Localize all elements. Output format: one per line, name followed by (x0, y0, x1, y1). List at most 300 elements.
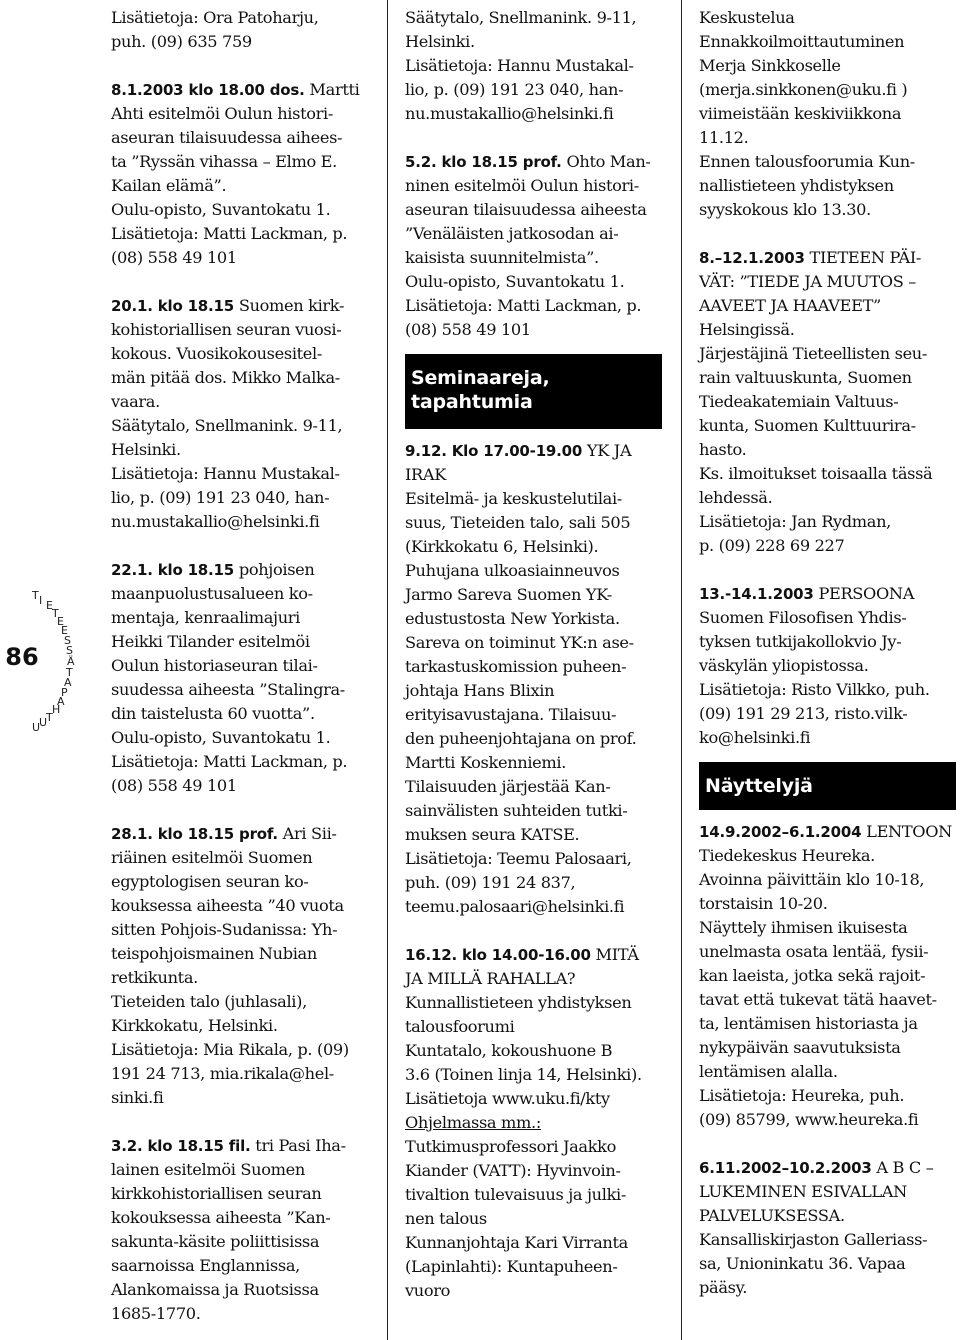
body-text: kokouksessa aiheesta ”Kan- (111, 1208, 331, 1227)
body-text: kokous. Vuosikokousesitel- (111, 344, 322, 363)
text-line (111, 822, 373, 846)
text-line (405, 991, 667, 1015)
text-line (405, 703, 667, 727)
body-text: pääsy. (699, 1278, 748, 1297)
body-text: PERSOONA (813, 584, 915, 603)
body-text: Esitelmä- ja keskustelutilai- (405, 489, 622, 508)
text-line (405, 679, 667, 703)
body-text: Lisätietoja: Matti Lackman, p. (111, 752, 348, 771)
body-text: ta, lentämisen historiasta ja (699, 1014, 918, 1033)
body-text: Oulun historiaseuran tilai- (111, 656, 318, 675)
event-date: 13.-14.1.2003 (699, 585, 814, 603)
section-title-letter: Ä (67, 655, 75, 668)
text-line (111, 1230, 373, 1254)
text-line (111, 1182, 373, 1206)
section-title-letter: S (64, 634, 71, 647)
text-line (111, 198, 373, 222)
section-heading-exhibitions (699, 762, 956, 810)
body-text: Suomen Filosofisen Yhdis- (699, 608, 907, 627)
text-line (111, 558, 373, 582)
event-date: 8.1.2003 klo 18.00 dos. (111, 81, 305, 99)
body-text: lio, p. (09) 191 23 040, han- (405, 80, 624, 99)
body-text: unelmasta osata lentää, fysii- (699, 942, 929, 961)
text-line (111, 486, 373, 510)
body-text: Säätytalo, Snellmanink. 9-11, (111, 416, 343, 435)
section-heading-line: tapahtumia (411, 391, 533, 413)
body-text: 1685-1770. (111, 1304, 201, 1323)
section-title-letter: T (66, 666, 73, 679)
text-line (699, 222, 957, 246)
text-line (699, 844, 957, 868)
text-line (405, 150, 667, 174)
body-text: Heikki Tilander esitelmöi (111, 632, 310, 651)
text-line (699, 150, 957, 174)
body-text: edustustosta New Yorkista. (405, 609, 620, 628)
body-text: Oulu-opisto, Suvantokatu 1. (111, 728, 331, 747)
body-text: retkikunta. (111, 968, 198, 987)
column-3-bottom (699, 820, 957, 1300)
body-text: ta ”Ryssän vihassa – Elmo E. (111, 152, 337, 171)
text-line (405, 78, 667, 102)
body-text: lainen esitelmöi Suomen (111, 1160, 305, 1179)
body-text: kunta, Suomen Kulttuurira- (699, 416, 916, 435)
body-text: ”Venäläisten jatkosodan ai- (405, 224, 619, 243)
event-date: 5.2. klo 18.15 prof. (405, 153, 562, 171)
text-line (405, 607, 667, 631)
text-line (111, 678, 373, 702)
body-text: Oulu-opisto, Suvantokatu 1. (111, 200, 331, 219)
text-line (405, 871, 667, 895)
body-text: väskylän yliopistossa. (699, 656, 869, 675)
body-text: kirkkohistoriallisen seuran (111, 1184, 322, 1203)
text-line (699, 1156, 957, 1180)
text-line (699, 198, 957, 222)
text-line (405, 1111, 667, 1135)
body-text: suudessa aiheesta ”Stalingra- (111, 680, 345, 699)
text-line (405, 30, 667, 54)
text-line (699, 678, 957, 702)
body-text: Kailan elämä”. (111, 176, 227, 195)
section-title-letter: T (46, 711, 53, 724)
body-text: viimeistään keskiviikkona (699, 104, 902, 123)
body-text: LUKEMINEN ESIVALLAN (699, 1182, 907, 1201)
column-2-bottom (405, 439, 667, 1303)
body-text: Kansalliskirjaston Galleriass- (699, 1230, 928, 1249)
text-line (699, 916, 957, 940)
text-line (405, 727, 667, 751)
body-text: nen talous (405, 1209, 487, 1228)
body-text: (09) 85799, www.heureka.fi (699, 1110, 919, 1129)
text-line (405, 54, 667, 78)
body-text: Helsinki. (111, 440, 181, 459)
text-line (111, 270, 373, 294)
text-line (111, 150, 373, 174)
body-text: nallistieteen yhdistyksen (699, 176, 894, 195)
event-date: 6.11.2002–10.2.2003 (699, 1159, 872, 1177)
text-line (699, 1252, 957, 1276)
section-title-letter: T (52, 607, 59, 620)
body-text: puh. (09) 191 24 837, (405, 873, 576, 892)
body-text: egyptologisen seuran ko- (111, 872, 309, 891)
body-text: tyksen tutkijakollokvio Jy- (699, 632, 902, 651)
text-line (111, 78, 373, 102)
text-line (699, 606, 957, 630)
body-text: Helsingissä. (699, 320, 795, 339)
body-text: Lisätietoja: Matti Lackman, p. (405, 296, 642, 315)
text-line (405, 439, 667, 463)
body-text: aseuran tilaisuudessa aiheesta (405, 200, 647, 219)
body-text: Suomen kirk- (234, 296, 345, 315)
text-line (405, 270, 667, 294)
body-text: (merja.sinkkonen@uku.fi ) (699, 80, 908, 99)
text-line (111, 534, 373, 558)
text-line (111, 918, 373, 942)
text-line (111, 1206, 373, 1230)
event-date: 22.1. klo 18.15 (111, 561, 235, 579)
body-text: maanpuolustusalueen ko- (111, 584, 313, 603)
text-line (699, 1060, 957, 1084)
text-line (111, 462, 373, 486)
body-text: Alankomaissa ja Ruotsissa (111, 1280, 319, 1299)
body-text: Lisätietoja: Heureka, puh. (699, 1086, 905, 1105)
text-line (699, 342, 957, 366)
body-text: Sareva on toiminut YK:n ase- (405, 633, 634, 652)
body-text: Lisätietoja: Teemu Palosaari, (405, 849, 632, 868)
text-line (111, 630, 373, 654)
section-title-letter: S (66, 644, 73, 657)
body-text: kan laeista, jotka sekä rajoit- (699, 966, 926, 985)
body-text: lio, p. (09) 191 23 040, han- (111, 488, 330, 507)
body-text: (08) 558 49 101 (405, 320, 531, 339)
text-line (405, 487, 667, 511)
text-line (405, 102, 667, 126)
body-text: Ohto Man- (561, 152, 651, 171)
text-line (699, 820, 957, 844)
body-text: teemu.palosaari@helsinki.fi (405, 897, 625, 916)
text-line (111, 174, 373, 198)
body-text: vaara. (111, 392, 160, 411)
text-line (405, 1255, 667, 1279)
text-line (405, 943, 667, 967)
body-text: talousfoorumi (405, 1017, 515, 1036)
section-heading-seminars (405, 354, 662, 429)
text-line (405, 511, 667, 535)
text-line (111, 222, 373, 246)
body-text: Kunnanjohtaja Kari Virranta (405, 1233, 628, 1252)
text-line (111, 846, 373, 870)
text-line (699, 270, 957, 294)
text-line (699, 318, 957, 342)
text-line (111, 126, 373, 150)
text-line (699, 30, 957, 54)
text-line (405, 1207, 667, 1231)
section-title-letter: T (32, 589, 39, 602)
section-title-letter: H (52, 703, 61, 716)
body-text: aseuran tilaisuudessa aihees- (111, 128, 343, 147)
body-text: Järjestäjinä Tieteellisten seu- (699, 344, 928, 363)
text-line (111, 654, 373, 678)
body-text: kaisista suunnitelmista”. (405, 248, 599, 267)
text-line (111, 582, 373, 606)
body-text: 11.12. (699, 128, 749, 147)
text-line (111, 342, 373, 366)
text-line (699, 390, 957, 414)
text-line (405, 463, 667, 487)
body-text: puh. (09) 635 759 (111, 32, 252, 51)
section-title-letter: A (57, 695, 65, 708)
body-text: tarkastuskomission puheen- (405, 657, 627, 676)
body-text: sitten Pohjois-Sudanissa: Yh- (111, 920, 338, 939)
text-line (405, 246, 667, 270)
text-line (699, 102, 957, 126)
event-date: 9.12. Klo 17.00-19.00 (405, 442, 583, 460)
text-line (699, 534, 957, 558)
body-text: IRAK (405, 465, 446, 484)
text-line (405, 631, 667, 655)
text-line (405, 895, 667, 919)
text-line (111, 1134, 373, 1158)
section-title-letter: E (57, 615, 64, 628)
section-heading-line: Näyttelyjä (705, 775, 813, 797)
text-line (111, 702, 373, 726)
body-text: JA MILLÄ RAHALLA? (405, 969, 576, 988)
text-line (111, 366, 373, 390)
body-text: Lisätietoja www.uku.fi/kty (405, 1089, 610, 1108)
body-text: den puheenjohtajana on prof. (405, 729, 637, 748)
section-title-letter: P (61, 686, 68, 699)
body-text: sa, Unioninkatu 36. Vapaa (699, 1254, 906, 1273)
text-line (405, 294, 667, 318)
section-title-letter: U (32, 721, 41, 734)
body-text: nykypäivän saavutuksista (699, 1038, 901, 1057)
body-text: lehdessä. (699, 488, 773, 507)
text-line (111, 390, 373, 414)
body-text: (09) 191 29 213, risto.vilk- (699, 704, 908, 723)
text-line (111, 750, 373, 774)
body-text: YK JA (582, 441, 632, 460)
text-line (405, 198, 667, 222)
text-line (111, 1014, 373, 1038)
body-text: sinki.fi (111, 1088, 164, 1107)
body-text: hasto. (699, 440, 747, 459)
text-line (405, 583, 667, 607)
text-line (699, 78, 957, 102)
text-line (405, 1231, 667, 1255)
body-text: din taistelusta 60 vuotta”. (111, 704, 315, 723)
event-date: 20.1. klo 18.15 (111, 297, 235, 315)
text-line (699, 366, 957, 390)
text-line (111, 294, 373, 318)
section-title-letter: U (39, 716, 48, 729)
text-line (699, 702, 957, 726)
text-line (405, 1159, 667, 1183)
text-line (111, 1110, 373, 1134)
text-line (405, 775, 667, 799)
text-line (405, 847, 667, 871)
body-text: mentaja, kenraalimajuri (111, 608, 300, 627)
body-text: (Kirkkokatu 6, Helsinki). (405, 537, 599, 556)
body-text: kohistoriallisen seuran vuosi- (111, 320, 342, 339)
text-line (111, 54, 373, 78)
body-text: Puhujana ulkoasiainneuvos (405, 561, 620, 580)
text-line (699, 462, 957, 486)
body-text: Ennakkoilmoittautuminen (699, 32, 905, 51)
text-line (699, 1108, 957, 1132)
body-text: riäinen esitelmöi Suomen (111, 848, 313, 867)
section-title-letter: E (46, 599, 53, 612)
body-text: män pitää dos. Mikko Malka- (111, 368, 340, 387)
text-line (405, 799, 667, 823)
text-line (405, 655, 667, 679)
text-line (405, 126, 667, 150)
text-line (405, 1135, 667, 1159)
event-date: 3.2. klo 18.15 fil. (111, 1137, 251, 1155)
text-line (699, 988, 957, 1012)
body-text: saarnoissa Englannissa, (111, 1256, 300, 1275)
body-text: torstaisin 10-20. (699, 894, 828, 913)
body-text: (Lapinlahti): Kuntapuheen- (405, 1257, 618, 1276)
body-text: Lisätietoja: Risto Vilkko, puh. (699, 680, 930, 699)
body-text: LENTOON (861, 822, 952, 841)
body-text: Tilaisuuden järjestää Kan- (405, 777, 611, 796)
text-line (111, 510, 373, 534)
text-line (111, 6, 373, 30)
text-line (405, 1039, 667, 1063)
text-line (111, 30, 373, 54)
body-text: p. (09) 228 69 227 (699, 536, 845, 555)
body-text: Lisätietoja: Ora Patoharju, (111, 8, 319, 27)
text-line (405, 535, 667, 559)
text-line (111, 414, 373, 438)
text-line (699, 1204, 957, 1228)
body-text: johtaja Hans Blixin (405, 681, 555, 700)
text-line (405, 222, 667, 246)
text-line (699, 438, 957, 462)
event-date: 16.12. klo 14.00-16.00 (405, 946, 591, 964)
text-line (111, 1038, 373, 1062)
body-text: Jarmo Sareva Suomen YK- (405, 585, 612, 604)
body-text: Kirkkokatu, Helsinki. (111, 1016, 278, 1035)
body-text: Tiedekeskus Heureka. (699, 846, 875, 865)
text-line (111, 726, 373, 750)
text-line (699, 582, 957, 606)
body-text: Ks. ilmoitukset toisaalla tässä (699, 464, 933, 483)
body-text: Kunnallistieteen yhdistyksen (405, 993, 632, 1012)
body-text: Martti (304, 80, 360, 99)
body-text: Kiander (VATT): Hyvinvoin- (405, 1161, 621, 1180)
body-text: tavat että tukevat tätä haavet- (699, 990, 937, 1009)
text-line (111, 990, 373, 1014)
text-line (405, 174, 667, 198)
text-line (111, 606, 373, 630)
body-text: Kuntatalo, kokoushuone B (405, 1041, 613, 1060)
body-text: Martti Koskenniemi. (405, 753, 567, 772)
text-line (405, 823, 667, 847)
section-heading-line: Seminaareja, (411, 367, 550, 389)
body-text: AAVEET JA HAAVEET” (699, 296, 881, 315)
text-line (111, 1278, 373, 1302)
body-text: suus, Tieteiden talo, sali 505 (405, 513, 631, 532)
text-line (699, 294, 957, 318)
event-date: 28.1. klo 18.15 prof. (111, 825, 278, 843)
text-line (699, 630, 957, 654)
body-text: Oulu-opisto, Suvantokatu 1. (405, 272, 625, 291)
text-line (699, 486, 957, 510)
section-title-letter: E (61, 624, 68, 637)
body-text: Lisätietoja: Hannu Mustakal- (111, 464, 340, 483)
text-line (405, 318, 667, 342)
body-text: Tieteiden talo (juhlasali), (111, 992, 307, 1011)
body-text: tivaltion tulevaisuus ja julki- (405, 1185, 626, 1204)
text-line (405, 751, 667, 775)
column-3-top (699, 6, 957, 750)
body-text: muksen seura KATSE. (405, 825, 580, 844)
text-line (699, 654, 957, 678)
page-number: 86 (5, 643, 39, 671)
text-line (699, 1036, 957, 1060)
text-line (111, 894, 373, 918)
body-text: Tiedeakatemiain Valtuus- (699, 392, 899, 411)
body-text: (08) 558 49 101 (111, 248, 237, 267)
column-3 (699, 6, 957, 1300)
text-line (699, 174, 957, 198)
text-line (405, 6, 667, 30)
underlined-text: Ohjelmassa mm.: (405, 1113, 541, 1132)
column-divider (681, 0, 682, 1340)
text-line (699, 1228, 957, 1252)
body-text: sainvälisten suhteiden tutki- (405, 801, 628, 820)
body-text: kouksessa aiheesta ”40 vuota (111, 896, 344, 915)
text-line (699, 558, 957, 582)
body-text: rain valtuuskunta, Suomen (699, 368, 912, 387)
text-line (699, 892, 957, 916)
text-line (699, 1012, 957, 1036)
text-line (111, 1158, 373, 1182)
body-text: sakunta-käsite poliittisissa (111, 1232, 320, 1251)
body-text: Lisätietoja: Jan Rydman, (699, 512, 891, 531)
text-line (111, 102, 373, 126)
text-line (111, 438, 373, 462)
body-text: Ari Sii- (277, 824, 337, 843)
body-text: MITÄ (590, 945, 639, 964)
text-line (699, 246, 957, 270)
section-title-letter: I (39, 594, 43, 607)
body-text: Helsinki. (405, 32, 475, 51)
body-text: 191 24 713, mia.rikala@hel- (111, 1064, 334, 1083)
text-line (111, 966, 373, 990)
body-text: nu.mustakallio@helsinki.fi (405, 104, 614, 123)
body-text: VÄT: ”TIEDE JA MUUTOS – (699, 272, 916, 291)
text-line (405, 1087, 667, 1111)
text-line (111, 1254, 373, 1278)
body-text: Säätytalo, Snellmanink. 9-11, (405, 8, 637, 27)
column-1 (111, 6, 373, 1326)
body-text: Näyttely ihmisen ikuisesta (699, 918, 908, 937)
body-text: Merja Sinkkoselle (699, 56, 841, 75)
section-title-letter: A (64, 676, 72, 689)
body-text: erityisavustajana. Tilaisuu- (405, 705, 617, 724)
body-text: Ennen talousfoorumia Kun- (699, 152, 915, 171)
text-line (111, 942, 373, 966)
text-line (111, 870, 373, 894)
text-line (111, 1302, 373, 1326)
text-line (405, 919, 667, 943)
text-line (699, 54, 957, 78)
text-line (699, 868, 957, 892)
body-text: 3.6 (Toinen linja 14, Helsinki). (405, 1065, 642, 1084)
body-text: Ahti esitelmöi Oulun histori- (111, 104, 333, 123)
text-line (111, 1062, 373, 1086)
